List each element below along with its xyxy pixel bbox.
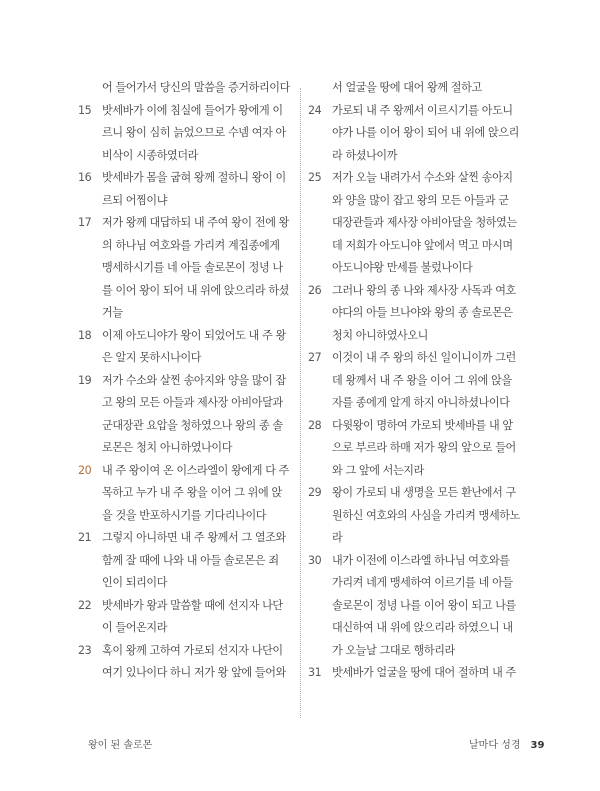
verse-line: 대장관들과 제사장 아비아달을 청하였는 [332, 216, 517, 229]
verse-number: 24 [308, 103, 322, 117]
verse-line: 저가 오늘 내려가서 수소와 살찐 송아지 [332, 171, 513, 184]
verse-number: 21 [78, 531, 92, 544]
verse-line: 맹세하시기를 네 아들 솔로몬이 정녕 나 [102, 261, 283, 274]
footer-left [88, 736, 152, 751]
verse-21 [78, 527, 296, 595]
verse-line: 저가 수소와 살찐 송아지와 양을 많이 잡 [102, 373, 286, 387]
verse-line: 르되 어찜이냐 [102, 193, 168, 207]
verse-line: 라 하셨나이까 [332, 148, 398, 162]
verse-line: 고 왕의 모든 아들과 제사장 아비아달과 [102, 396, 283, 409]
verse-line: 솔로몬이 정녕 나를 이어 왕이 되고 나를 [332, 598, 516, 612]
verse-27 [308, 347, 526, 415]
verse-line: 그렇지 아니하면 내 주 왕께서 그 열조와 [102, 531, 286, 544]
verse-line: 와 양을 많이 잡고 왕의 모든 아들과 군 [332, 193, 509, 207]
verse-number: 23 [78, 643, 92, 657]
verse-28 [308, 415, 526, 483]
verse-line: 왕이 가로되 내 생명을 모든 환난에서 구 [332, 486, 516, 499]
verse-line: 인이 되리이다 [102, 576, 168, 589]
publication-title: 날마다 성경 [469, 740, 521, 751]
verse-continuation [308, 77, 526, 100]
verse-number: 28 [308, 418, 322, 432]
verse-line: 을 것을 반포하시기를 기다리나이다 [102, 508, 267, 522]
verse-line: 의 하나님 여호와를 가리켜 계집종에게 [102, 238, 280, 252]
verse-number: 30 [308, 553, 322, 567]
left-column [78, 77, 296, 685]
verse-19 [78, 370, 296, 460]
verse-line: 으로 부르라 하매 저가 왕의 앞으로 들어 [332, 441, 516, 454]
verse-26 [308, 280, 526, 348]
column-divider [300, 88, 301, 718]
verse-number: 27 [308, 351, 322, 364]
verse-16 [78, 167, 296, 212]
verse-number: 25 [308, 171, 322, 184]
verse-number: 16 [78, 171, 92, 184]
verse-23 [78, 640, 296, 685]
verse-line: 밧세바가 얼굴을 땅에 대어 절하며 내 주 [332, 666, 516, 679]
verse-number: 31 [308, 666, 322, 679]
verse-line: 혹이 왕께 고하여 가로되 선지자 나단이 [102, 643, 283, 657]
verse-line: 아도니야왕 만세를 불렀나이다 [332, 261, 473, 274]
verse-line: 함께 잘 때에 나와 내 아들 솔로몬은 죄 [102, 553, 279, 567]
verse-number: 17 [78, 216, 92, 229]
verse-line: 자를 종에게 알게 하지 아니하셨나이다 [332, 396, 510, 409]
verse-line: 원하신 여호와의 사심을 가리켜 맹세하노 [332, 508, 520, 522]
verse-line: 청치 아니하였사오니 [332, 328, 428, 342]
right-column [308, 77, 526, 685]
verse-29 [308, 482, 526, 550]
verse-line: 가로되 내 주 왕께서 이르시기를 아도니 [332, 103, 513, 117]
verse-18 [78, 325, 296, 370]
verse-line: 어 들어가서 당신의 말씀을 증거하리이다 [102, 81, 290, 94]
verse-line: 밧세바가 왕과 말씀할 때에 선지자 나단 [102, 598, 283, 612]
book-section-title: 왕이 된 솔로몬 [88, 740, 153, 751]
verse-20 [78, 460, 296, 528]
verse-line: 야가 나를 이어 왕이 되어 내 위에 앉으리 [332, 126, 519, 139]
verse-line: 이제 아도니야가 왕이 되었어도 내 주 왕 [102, 328, 286, 342]
verse-line: 내 주 왕이여 온 이스라엘이 왕에게 다 주 [102, 463, 289, 477]
verse-line: 내가 이전에 이스라엘 하나님 여호와를 [332, 553, 510, 567]
verse-30 [308, 550, 526, 663]
verse-line: 로몬은 청치 아니하였나이다 [102, 441, 233, 454]
verse-line: 를 이어 왕이 되어 내 위에 앉으리라 하셨 [102, 283, 289, 297]
verse-line: 여기 있나이다 하니 저가 왕 앞에 들어와 [102, 666, 286, 679]
verse-line: 이 들어온지라 [102, 621, 168, 634]
verse-number: 22 [78, 598, 92, 612]
verse-line: 르니 왕이 심히 늙었으므로 수넴 여자 아 [102, 126, 286, 139]
verse-line: 그러나 왕의 종 나와 제사장 사독과 여호 [332, 283, 516, 297]
verse-line: 라 [332, 531, 343, 544]
verse-line: 다윗왕이 명하여 가로되 밧세바를 내 앞 [332, 418, 513, 432]
verse-line: 이것이 내 주 왕의 하신 일이니이까 그런 [332, 351, 516, 364]
verse-line: 서 얼굴을 땅에 대어 왕께 절하고 [332, 81, 482, 94]
page-number: 39 [530, 740, 545, 751]
verse-17 [78, 212, 296, 325]
verse-line: 데 저희가 아도니야 앞에서 먹고 마시며 [332, 238, 513, 252]
verse-line: 밧세바가 이에 침실에 들어가 왕에게 이 [102, 103, 283, 117]
verse-line: 가 오늘날 그대로 행하리라 [332, 643, 455, 657]
verse-line: 비삭이 시종하였더라 [102, 148, 198, 162]
verse-line: 밧세바가 몸을 굽혀 왕께 절하니 왕이 이 [102, 171, 286, 184]
verse-line: 목하고 누가 내 주 왕을 이어 그 위에 앉 [102, 486, 282, 499]
verse-line: 가리켜 네게 맹세하여 이르기를 네 아들 [332, 576, 513, 589]
verse-line: 군대장관 요압을 청하였으나 왕의 종 솔 [102, 418, 283, 432]
verse-15 [78, 100, 296, 168]
footer-right [469, 736, 544, 751]
verse-line: 은 알지 못하시나이다 [102, 351, 202, 364]
verse-31 [308, 662, 526, 685]
verse-number: 19 [78, 373, 92, 387]
verse-22 [78, 595, 296, 640]
verse-line: 와 그 앞에 서는지라 [332, 463, 424, 477]
verse-25 [308, 167, 526, 280]
verse-line: 야다의 아들 브나야와 왕의 종 솔로몬은 [332, 306, 513, 319]
verse-continuation [78, 77, 296, 100]
verse-line: 거늘 [102, 306, 123, 319]
verse-24 [308, 100, 526, 168]
verse-number: 18 [78, 328, 92, 342]
verse-line: 대신하여 내 위에 앉으리라 하였으니 내 [332, 621, 513, 634]
verse-line: 저가 왕께 대답하되 내 주여 왕이 전에 왕 [102, 216, 289, 229]
verse-number: 15 [78, 103, 92, 117]
verse-number: 20 [78, 463, 92, 477]
verse-number: 26 [308, 283, 322, 297]
verse-number: 29 [308, 486, 322, 499]
verse-line: 데 왕께서 내 주 왕을 이어 그 위에 앉을 [332, 373, 512, 387]
